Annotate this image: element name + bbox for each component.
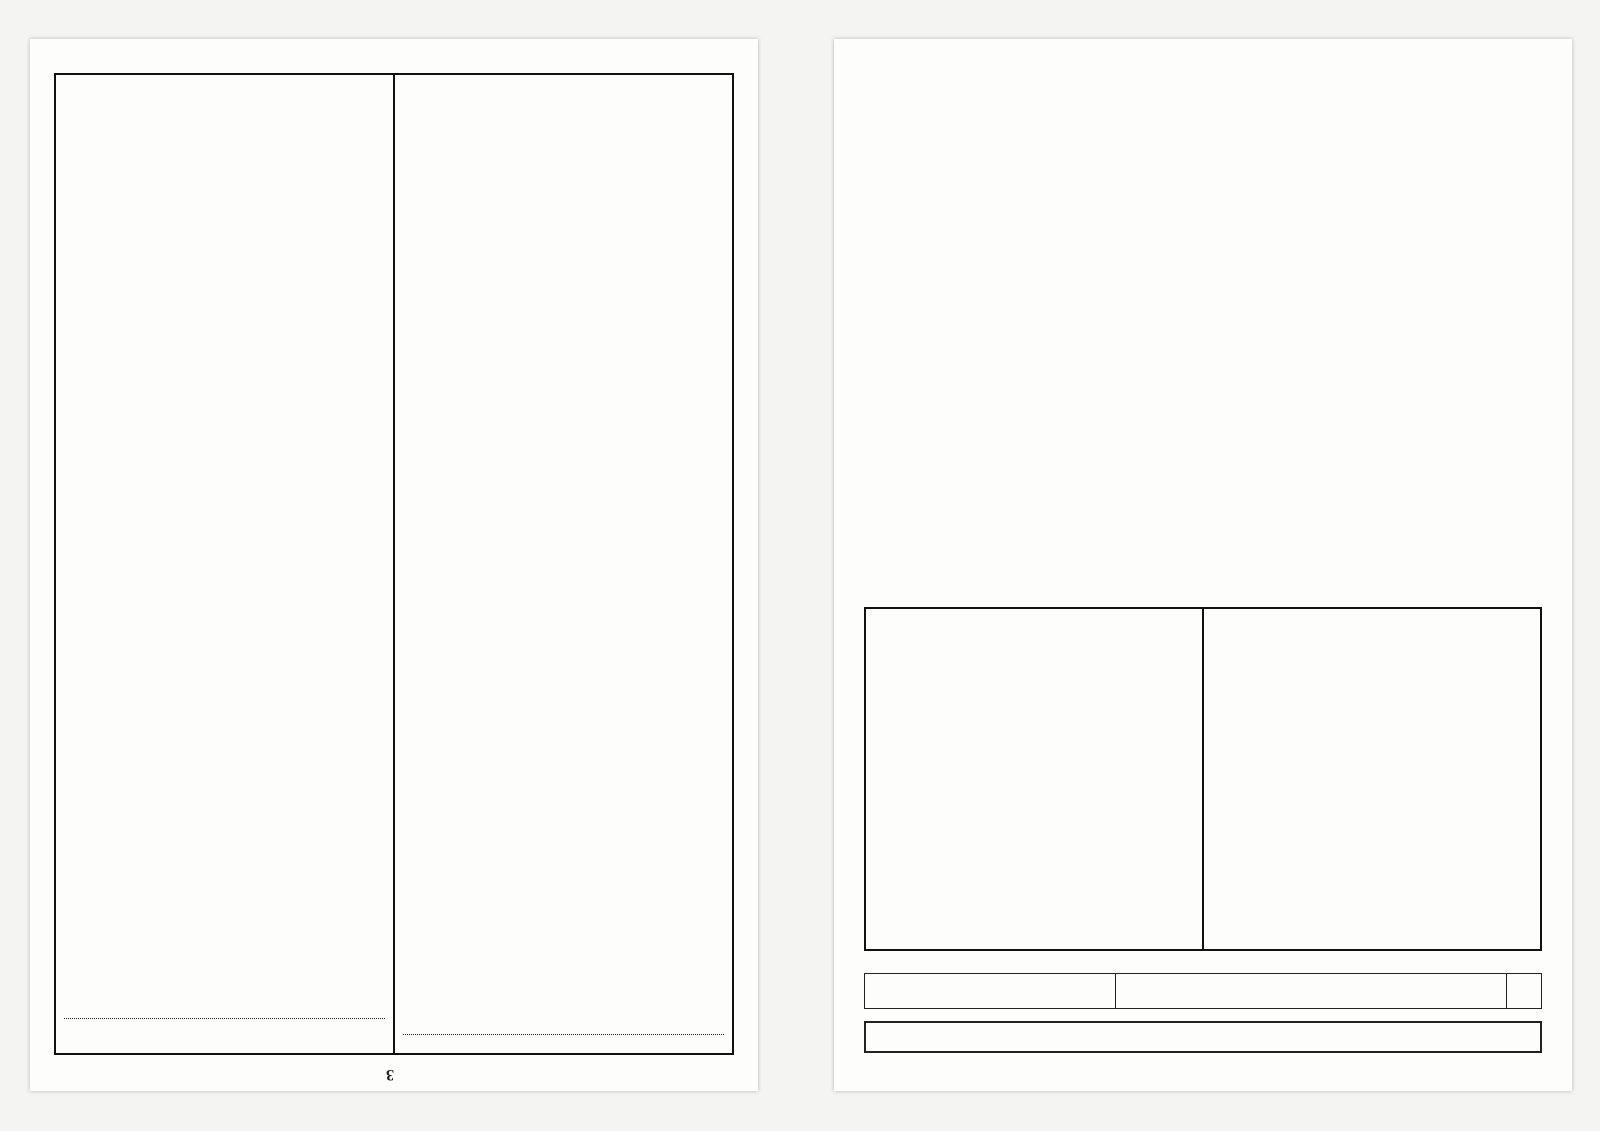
absent-representatives-table — [864, 973, 1542, 1009]
voters-value — [403, 1034, 724, 1035]
conduct-section — [864, 607, 1542, 951]
secretary-name-box — [864, 1021, 1542, 1053]
representatives-header — [865, 974, 1116, 1009]
names-header — [1116, 974, 1507, 1009]
conduct-section-en — [866, 609, 1202, 949]
report-column-fr — [393, 75, 732, 1053]
voters-blank-line — [64, 1018, 385, 1035]
page-number-b: 3 — [386, 1066, 394, 1083]
report-columns — [54, 73, 734, 1055]
page-poll-report — [30, 39, 758, 1091]
report-column-en — [56, 75, 393, 1053]
conduct-section-fr — [1202, 609, 1540, 949]
page-continuation-list — [834, 39, 1572, 1091]
